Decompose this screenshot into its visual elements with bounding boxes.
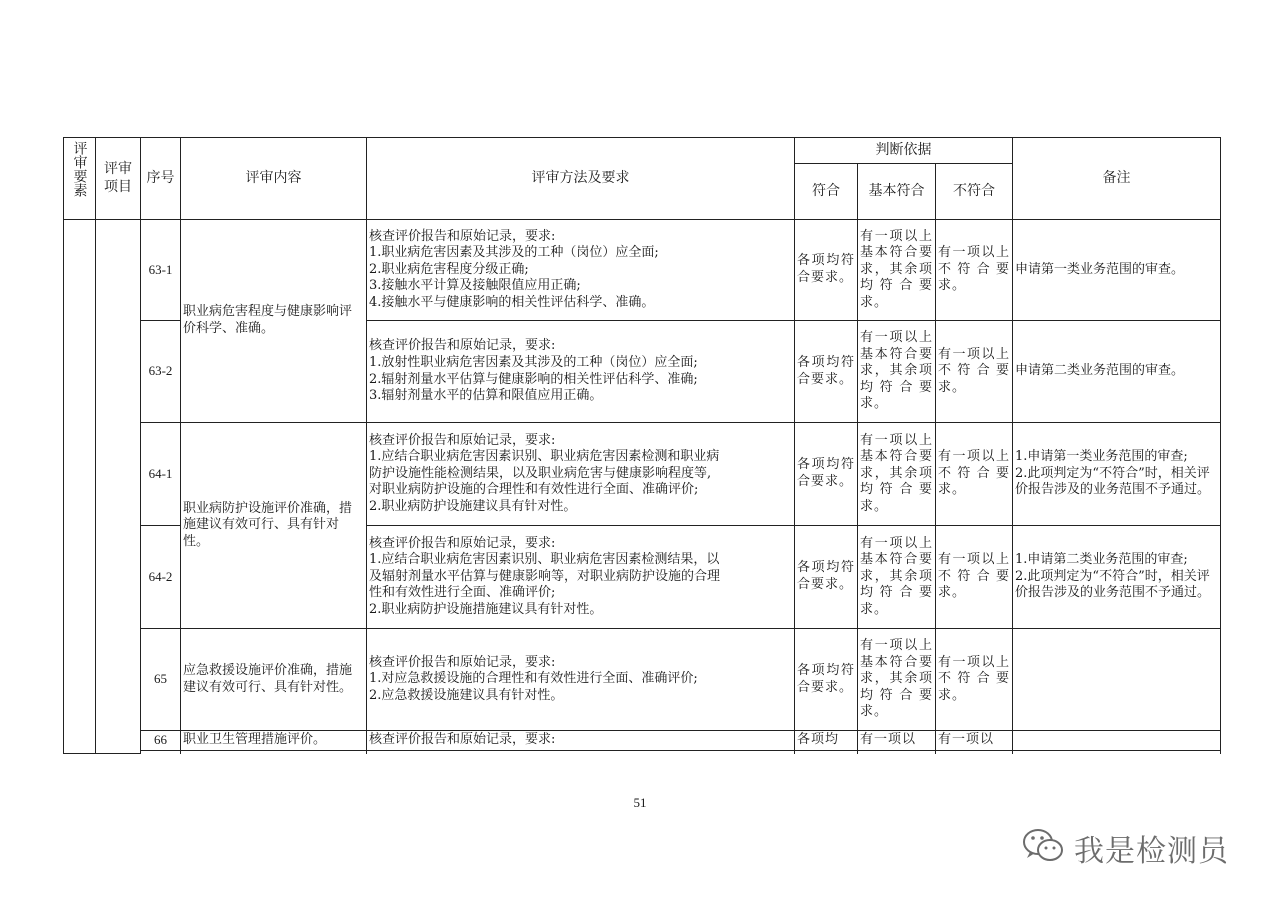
content-cell: 职业病危害程度与健康影响评价科学、准确。 (181, 220, 367, 423)
content-cell: 应急救援设施评价准确，措施建议有效可行、具有针对性。 (181, 629, 367, 731)
conform-cell: 各项均符合要求。 (795, 423, 858, 526)
seq-cell: 65 (141, 629, 181, 731)
table-tail (141, 751, 181, 754)
header-item (96, 138, 141, 220)
table-row (64, 220, 1221, 321)
note-line: 申请第一类业务范围的审查。 (1015, 261, 1185, 277)
nonconform-cell: 有一项以上不符合要求。 (936, 423, 1013, 526)
nonconform-cell: 有一项以上不符合要求。 (936, 220, 1013, 321)
page-number: 51 (633, 795, 647, 810)
note-cell (1013, 629, 1221, 731)
item-cell (96, 220, 141, 754)
watermark-text: 我是检测员 (1074, 834, 1229, 869)
table-row (64, 423, 1221, 526)
basic-conform-cell: 有一项以上基本符合要求，其余项均符合要求。 (858, 629, 936, 731)
content-cell: 职业病防护设施评价准确，措施建议有效可行、具有针对性。 (181, 423, 367, 629)
method-line: 2.职业病防护设施建议具有针对性。 (369, 498, 577, 514)
header-item-label: 评审项目 (104, 161, 132, 195)
method-line: 2.辐射剂量水平估算与健康影响的相关性评估科学、准确; (369, 371, 698, 387)
conform-cell: 各项均 (795, 731, 858, 751)
method-line: 及辐射剂量水平估算与健康影响等，对职业病防护设施的合理 (369, 568, 721, 584)
method-line: 2.应急救援设施建议具有针对性。 (369, 687, 564, 703)
watermark (1022, 826, 1229, 870)
note-line: 1.申请第二类业务范围的审查; (1015, 552, 1188, 568)
method-line: 核查评价报告和原始记录，要求: (369, 732, 556, 748)
conform-cell: 各项均符合要求。 (795, 526, 858, 629)
method-line: 3.辐射剂量水平的估算和限值应用正确。 (369, 388, 603, 404)
review-table (63, 137, 1221, 754)
basic-conform-cell: 有一项以上基本符合要求，其余项均符合要求。 (858, 321, 936, 423)
method-line: 1.应结合职业病危害因素识别、职业病危害因素检测和职业病 (369, 449, 720, 465)
method-line: 4.接触水平与健康影响的相关性评估科学、准确。 (369, 294, 655, 310)
element-cell (64, 220, 96, 754)
seq-cell: 66 (141, 731, 181, 751)
header-basis: 判断依据 (795, 138, 1013, 164)
nonconform-cell: 有一项以上不符合要求。 (936, 526, 1013, 629)
method-line: 2.职业病防护设施措施建议具有针对性。 (369, 601, 603, 617)
note-line: 1.申请第一类业务范围的审查; (1015, 449, 1188, 465)
header-element-label: 评审要素 (71, 141, 88, 197)
method-line: 对职业病防护设施的合理性和有效性进行全面、准确评价; (369, 482, 699, 498)
nonconform-cell: 有一项以 (936, 731, 1013, 751)
header-nonconform: 不符合 (936, 164, 1013, 220)
method-cell (367, 526, 795, 629)
method-cell (367, 629, 795, 731)
note-cell (1013, 321, 1221, 423)
basic-conform-cell: 有一项以上基本符合要求，其余项均符合要求。 (858, 526, 936, 629)
header-basic-conform: 基本符合 (858, 164, 936, 220)
seq-cell: 64-2 (141, 526, 181, 629)
method-line: 3.接触水平计算及接触限值应用正确; (369, 278, 581, 294)
method-line: 1.应结合职业病危害因素识别、职业病危害因素检测结果，以 (369, 552, 720, 568)
table-row (64, 629, 1221, 731)
method-cell (367, 321, 795, 423)
nonconform-cell: 有一项以上不符合要求。 (936, 321, 1013, 423)
note-cell (1013, 526, 1221, 629)
note-line: 申请第二类业务范围的审查。 (1015, 363, 1185, 379)
seq-cell: 63-1 (141, 220, 181, 321)
note-line: 2.此项判定为“不符合”时，相关评价报告涉及的业务范围不予通过。 (1015, 568, 1211, 601)
table-row (64, 731, 1221, 751)
header-element (64, 138, 96, 220)
wechat-icon (1022, 826, 1066, 870)
method-line: 1.职业病危害因素及其涉及的工种（岗位）应全面; (369, 245, 659, 261)
method-line: 核查评价报告和原始记录，要求: (369, 654, 556, 670)
method-cell (367, 423, 795, 526)
conform-cell: 各项均符合要求。 (795, 629, 858, 731)
method-line: 防护设施性能检测结果，以及职业病危害与健康影响程度等, (369, 465, 712, 481)
seq-cell: 64-1 (141, 423, 181, 526)
header-content: 评审内容 (181, 138, 367, 220)
method-line: 核查评价报告和原始记录，要求: (369, 535, 556, 551)
method-line: 核查评价报告和原始记录，要求: (369, 432, 556, 448)
nonconform-cell: 有一项以上不符合要求。 (936, 629, 1013, 731)
basic-conform-cell: 有一项以上基本符合要求，其余项均符合要求。 (858, 423, 936, 526)
review-table-sheet (63, 137, 1220, 752)
header-note: 备注 (1013, 138, 1221, 220)
method-cell (367, 731, 795, 751)
conform-cell: 各项均符合要求。 (795, 321, 858, 423)
method-line: 核查评价报告和原始记录，要求: (369, 338, 556, 354)
method-line: 1.对应急救援设施的合理性和有效性进行全面、准确评价; (369, 671, 698, 687)
note-cell (1013, 220, 1221, 321)
header-method: 评审方法及要求 (367, 138, 795, 220)
note-cell (1013, 731, 1221, 751)
method-line: 性和有效性进行全面、准确评价; (369, 585, 556, 601)
seq-cell: 63-2 (141, 321, 181, 423)
method-line: 1.放射性职业病危害因素及其涉及的工种（岗位）应全面; (369, 354, 698, 370)
method-line: 2.职业病危害程度分级正确; (369, 261, 529, 277)
basic-conform-cell: 有一项以上基本符合要求，其余项均符合要求。 (858, 220, 936, 321)
header-conform: 符合 (795, 164, 858, 220)
header-seq: 序号 (141, 138, 181, 220)
conform-cell: 各项均符合要求。 (795, 220, 858, 321)
basic-conform-cell: 有一项以 (858, 731, 936, 751)
method-cell (367, 220, 795, 321)
content-cell: 职业卫生管理措施评价。 (181, 731, 367, 751)
method-line: 核查评价报告和原始记录，要求: (369, 228, 556, 244)
note-line: 2.此项判定为“不符合”时，相关评价报告涉及的业务范围不予通过。 (1015, 465, 1211, 498)
note-cell (1013, 423, 1221, 526)
